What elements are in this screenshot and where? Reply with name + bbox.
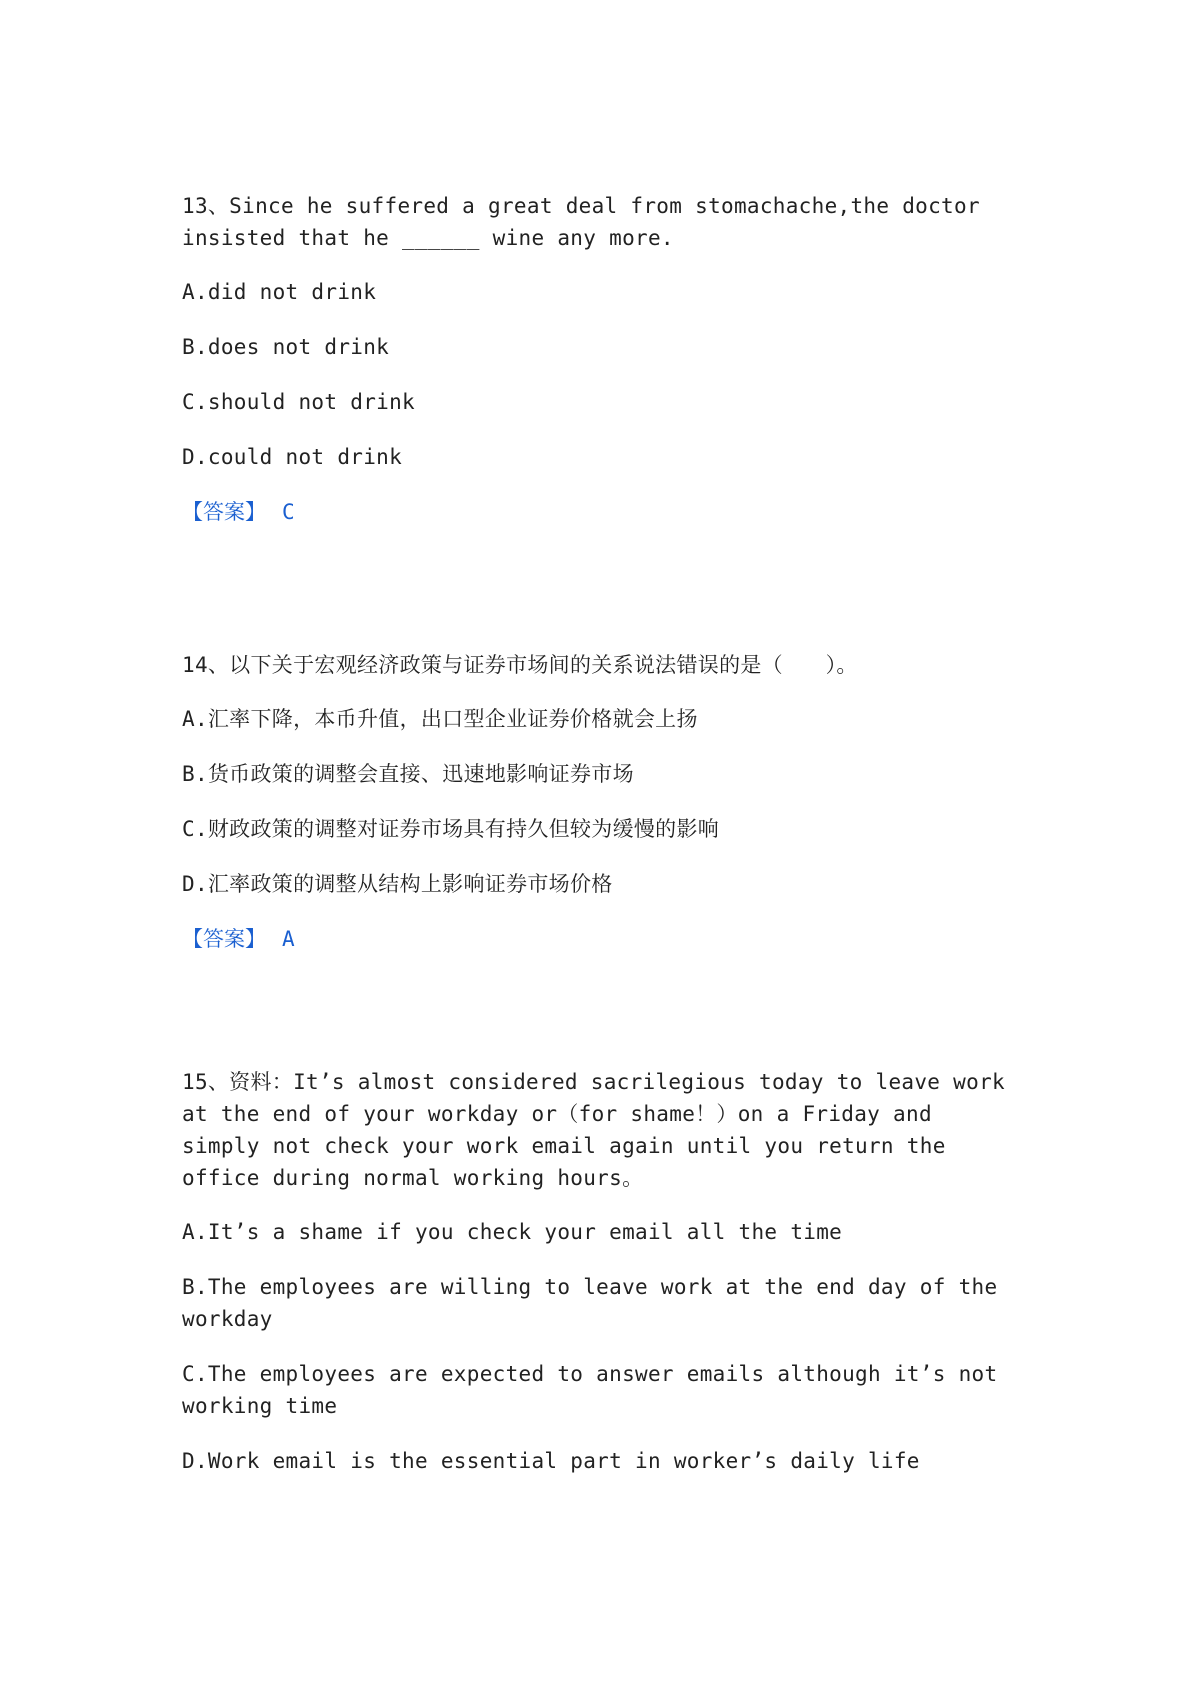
answer-line: [182, 496, 1022, 528]
question-14: [182, 649, 1022, 955]
answer-line: [182, 923, 1022, 955]
answer-label: 【答案】: [182, 927, 266, 951]
answer-label: 【答案】: [182, 500, 266, 524]
question-stem: 14、以下关于宏观经济政策与证券市场间的关系说法错误的是（ ）。: [182, 653, 858, 677]
option-a: A.汇率下降，本币升值，出口型企业证券价格就会上扬: [182, 707, 698, 731]
option-c: C.The employees are expected to answer emails although it’s not working time: [182, 1362, 1011, 1418]
option-b: B.货币政策的调整会直接、迅速地影响证券市场: [182, 762, 634, 786]
option-a: A.did not drink: [182, 280, 377, 304]
answer-value: C: [282, 500, 295, 524]
answer-value: A: [282, 927, 295, 951]
option-c: C.should not drink: [182, 390, 415, 414]
option-d: D.汇率政策的调整从结构上影响证券市场价格: [182, 872, 613, 896]
option-c: C.财政政策的调整对证券市场具有持久但较为缓慢的影响: [182, 817, 720, 841]
option-a: A.It’s a shame if you check your email all the time: [182, 1220, 843, 1244]
option-b: B.The employees are willing to leave work at the end day of the workday: [182, 1275, 1011, 1331]
question-stem: 15、资料：It’s almost considered sacrilegious today to leave work at the end of your workday or（for shame！）on a Friday and simply not check your work email again until you return the office during normal working hours。: [182, 1070, 1018, 1190]
question-13: [182, 190, 1022, 528]
question-stem: 13、Since he suffered a great deal from stomachache,the doctor insisted that he ______ wine any more.: [182, 194, 993, 250]
option-b: B.does not drink: [182, 335, 390, 359]
option-d: D.could not drink: [182, 445, 403, 469]
question-15: [182, 1066, 1022, 1500]
option-d: D.Work email is the essential part in worker’s daily life: [182, 1449, 920, 1473]
